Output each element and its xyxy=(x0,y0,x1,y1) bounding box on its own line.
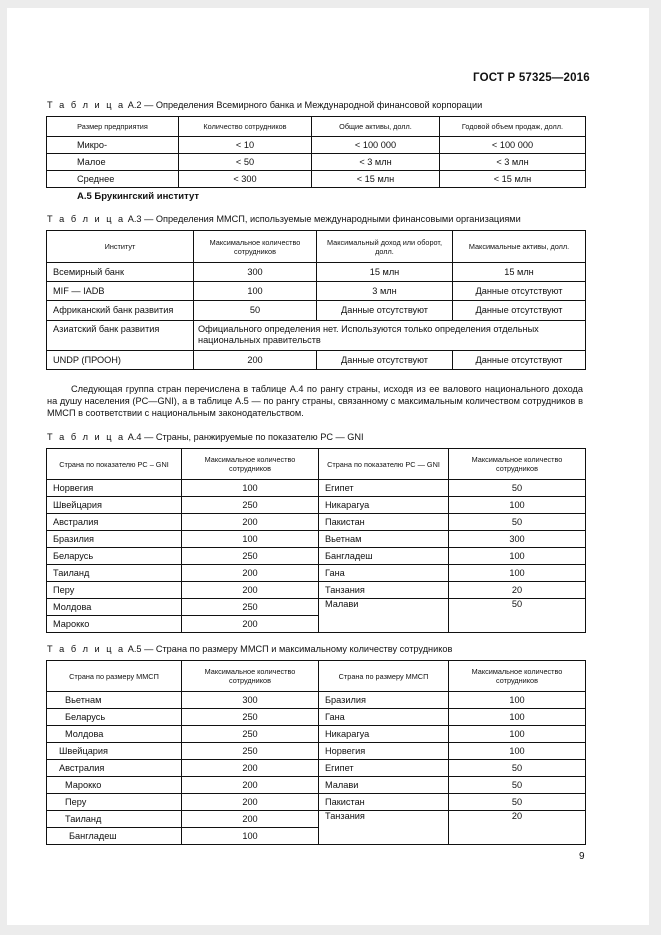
table-cell: Данные отсутствуют xyxy=(453,351,586,370)
table-cell: 300 xyxy=(449,531,586,548)
table-cell: 100 xyxy=(449,565,586,582)
table-cell: 15 млн xyxy=(317,263,453,282)
table-row xyxy=(47,743,586,760)
table-cell: 100 xyxy=(449,548,586,565)
table-cell: < 50 xyxy=(179,154,312,171)
table-cell: 20 xyxy=(449,582,586,599)
table-cell: 3 млн xyxy=(317,282,453,301)
table-cell: < 100 000 xyxy=(312,137,440,154)
table-row xyxy=(47,497,586,514)
table-cell: Никарагуа xyxy=(319,497,449,514)
table-cell: 300 xyxy=(182,692,319,709)
table-cell: < 100 000 xyxy=(440,137,586,154)
table-row xyxy=(47,760,586,777)
table-cell: 200 xyxy=(182,616,319,633)
table-cell: Марокко xyxy=(47,777,182,794)
header-cell: Максимальное количество сотрудников xyxy=(449,449,586,480)
table-cell: Малави xyxy=(319,777,449,794)
table-cell: UNDP (ПРООН) xyxy=(47,351,194,370)
table-row xyxy=(47,709,586,726)
table-cell: 50 xyxy=(194,301,317,321)
header-cell: Общие активы, долл. xyxy=(312,117,440,137)
section-title: А.5 Брукингский институт xyxy=(77,191,200,202)
body-paragraph xyxy=(47,383,583,420)
table-cell: Пакистан xyxy=(319,794,449,811)
table-cell: Микро- xyxy=(47,137,179,154)
table-cell: 250 xyxy=(182,497,319,514)
table-cell: Гана xyxy=(319,565,449,582)
table-row xyxy=(47,582,586,599)
table-cell: 250 xyxy=(182,709,319,726)
header-cell: Размер предприятия xyxy=(47,117,179,137)
table-cell-note: Официального определения нет. Используются только определения отдельных национальных правительств xyxy=(194,321,586,351)
table-cell: Данные отсутствуют xyxy=(453,301,586,321)
table-cell: Беларусь xyxy=(47,709,182,726)
table-cell: Бангладеш xyxy=(319,548,449,565)
empty-cell xyxy=(449,616,586,633)
table-row xyxy=(47,599,586,616)
header-cell: Максимальное количество сотрудников xyxy=(194,231,317,263)
table-cell: 100 xyxy=(194,282,317,301)
header-cell: Максимальный доход или оборот, долл. xyxy=(317,231,453,263)
table-row xyxy=(47,137,586,154)
table-cell: Всемирный банк xyxy=(47,263,194,282)
table-a3 xyxy=(46,230,586,370)
table-row xyxy=(47,794,586,811)
table-cell: Беларусь xyxy=(47,548,182,565)
table-cell: Египет xyxy=(319,760,449,777)
table-a5 xyxy=(46,660,586,845)
table-cell: Малое xyxy=(47,154,179,171)
table-cell: 100 xyxy=(182,480,319,497)
table-cell: < 3 млн xyxy=(440,154,586,171)
table-cell: Таиланд xyxy=(47,811,182,828)
table-cell: Австралия xyxy=(47,514,182,531)
table-a2-caption xyxy=(47,100,482,110)
table-cell: 200 xyxy=(182,811,319,828)
table-cell: 100 xyxy=(182,828,319,845)
table-cell: < 15 млн xyxy=(312,171,440,188)
table-cell: Вьетнам xyxy=(47,692,182,709)
empty-cell xyxy=(319,616,449,633)
table-cell: MIF — IADB xyxy=(47,282,194,301)
table-cell: Танзания xyxy=(319,582,449,599)
table-cell: 100 xyxy=(449,692,586,709)
table-row xyxy=(47,514,586,531)
table-cell: 15 млн xyxy=(453,263,586,282)
table-row xyxy=(47,480,586,497)
table-cell: Данные отсутствуют xyxy=(317,351,453,370)
table-cell: Перу xyxy=(47,582,182,599)
header-cell: Институт xyxy=(47,231,194,263)
table-cell: Бразилия xyxy=(319,692,449,709)
table-cell: 200 xyxy=(182,760,319,777)
table-a3-caption xyxy=(47,214,521,224)
table-cell: 200 xyxy=(194,351,317,370)
table-a4 xyxy=(46,448,586,633)
table-cell: 50 xyxy=(449,777,586,794)
table-a4-caption xyxy=(47,432,364,442)
table-row xyxy=(47,692,586,709)
header-cell: Максимальное количество сотрудников xyxy=(449,661,586,692)
table-a2 xyxy=(46,116,586,188)
table-cell: Австралия xyxy=(47,760,182,777)
table-cell: Данные отсутствуют xyxy=(317,301,453,321)
header-cell: Страна по размеру ММСП xyxy=(47,661,182,692)
table-cell: Египет xyxy=(319,480,449,497)
table-cell: 200 xyxy=(182,582,319,599)
page-number: 9 xyxy=(579,851,585,862)
table-cell: Молдова xyxy=(47,599,182,616)
table-row xyxy=(47,154,586,171)
table-row xyxy=(47,171,586,188)
table-cell: Марокко xyxy=(47,616,182,633)
standard-number: ГОСТ Р 57325—2016 xyxy=(473,72,590,84)
table-cell: 20 xyxy=(449,811,586,828)
table-cell: Норвегия xyxy=(319,743,449,760)
table-row xyxy=(47,616,586,633)
header-cell: Максимальные активы, долл. xyxy=(453,231,586,263)
table-cell: 100 xyxy=(449,709,586,726)
caption-prefix: Т а б л и ц а xyxy=(47,100,126,110)
table-cell: < 10 xyxy=(179,137,312,154)
caption-text: А.4 — Страны, ранжируемые по показателю PC — GNI xyxy=(127,432,364,442)
table-cell: Швейцария xyxy=(47,497,182,514)
header-cell: Страна по размеру ММСП xyxy=(319,661,449,692)
table-cell: 100 xyxy=(182,531,319,548)
table-cell: Норвегия xyxy=(47,480,182,497)
table-cell: Африканский банк развития xyxy=(47,301,194,321)
header-cell: Максимальное количество сотрудников xyxy=(182,661,319,692)
caption-text: А.3 — Определения ММСП, используемые международными финансовыми организациями xyxy=(127,214,521,224)
table-cell: 200 xyxy=(182,514,319,531)
table-cell: Азиатский банк развития xyxy=(47,321,194,351)
table-cell: Среднее xyxy=(47,171,179,188)
table-cell: Вьетнам xyxy=(319,531,449,548)
table-cell: Малави xyxy=(319,599,449,616)
table-cell: 250 xyxy=(182,599,319,616)
table-cell: < 15 млн xyxy=(440,171,586,188)
table-cell: 100 xyxy=(449,497,586,514)
table-cell: Бразилия xyxy=(47,531,182,548)
empty-cell xyxy=(449,828,586,845)
table-cell: < 3 млн xyxy=(312,154,440,171)
table-row xyxy=(47,565,586,582)
empty-cell xyxy=(319,828,449,845)
table-cell: 50 xyxy=(449,794,586,811)
caption-prefix: Т а б л и ц а xyxy=(47,644,126,654)
caption-text: А.5 — Страна по размеру ММСП и максимальному количеству сотрудников xyxy=(127,644,453,654)
table-cell: Никарагуа xyxy=(319,726,449,743)
header-cell: Страна по показателю PC – GNI xyxy=(47,449,182,480)
table-cell: 250 xyxy=(182,726,319,743)
header-cell: Годовой объем продаж, долл. xyxy=(440,117,586,137)
table-cell: Данные отсутствуют xyxy=(453,282,586,301)
table-cell: Таиланд xyxy=(47,565,182,582)
table-cell: Перу xyxy=(47,794,182,811)
table-cell: 100 xyxy=(449,743,586,760)
header-cell: Максимальное количество сотрудников xyxy=(182,449,319,480)
table-cell: 50 xyxy=(449,760,586,777)
table-row xyxy=(47,777,586,794)
table-row xyxy=(47,828,586,845)
caption-prefix: Т а б л и ц а xyxy=(47,214,126,224)
header-cell: Количество сотрудников xyxy=(179,117,312,137)
table-cell: 50 xyxy=(449,514,586,531)
caption-text: А.2 — Определения Всемирного банка и Международной финансовой корпорации xyxy=(127,100,483,110)
table-cell: 200 xyxy=(182,565,319,582)
table-cell: < 300 xyxy=(179,171,312,188)
table-cell: 50 xyxy=(449,599,586,616)
table-cell: Бангладеш xyxy=(47,828,182,845)
table-cell: Молдова xyxy=(47,726,182,743)
table-a5-caption xyxy=(47,644,452,654)
table-row xyxy=(47,726,586,743)
table-row xyxy=(47,811,586,828)
table-cell: 300 xyxy=(194,263,317,282)
table-cell: Гана xyxy=(319,709,449,726)
table-cell: 250 xyxy=(182,548,319,565)
table-cell: 200 xyxy=(182,794,319,811)
table-cell: Швейцария xyxy=(47,743,182,760)
table-cell: 100 xyxy=(449,726,586,743)
paragraph-text: Следующая группа стран перечислена в таблице А.4 по рангу страны, исходя из ее валового национального дохода на душу населения (PC—GNI), а в таблице А.5 — по рангу страны, связанному с максимальным количеством сотрудников в ММСП в соответствии с национальным законодательством. xyxy=(47,384,583,419)
header-cell: Страна по показателю PC — GNI xyxy=(319,449,449,480)
table-cell: 50 xyxy=(449,480,586,497)
caption-prefix: Т а б л и ц а xyxy=(47,432,126,442)
table-cell: 200 xyxy=(182,777,319,794)
document-page xyxy=(7,8,649,925)
table-row xyxy=(47,548,586,565)
table-cell: Танзания xyxy=(319,811,449,828)
table-cell: Пакистан xyxy=(319,514,449,531)
table-row xyxy=(47,531,586,548)
table-cell: 250 xyxy=(182,743,319,760)
